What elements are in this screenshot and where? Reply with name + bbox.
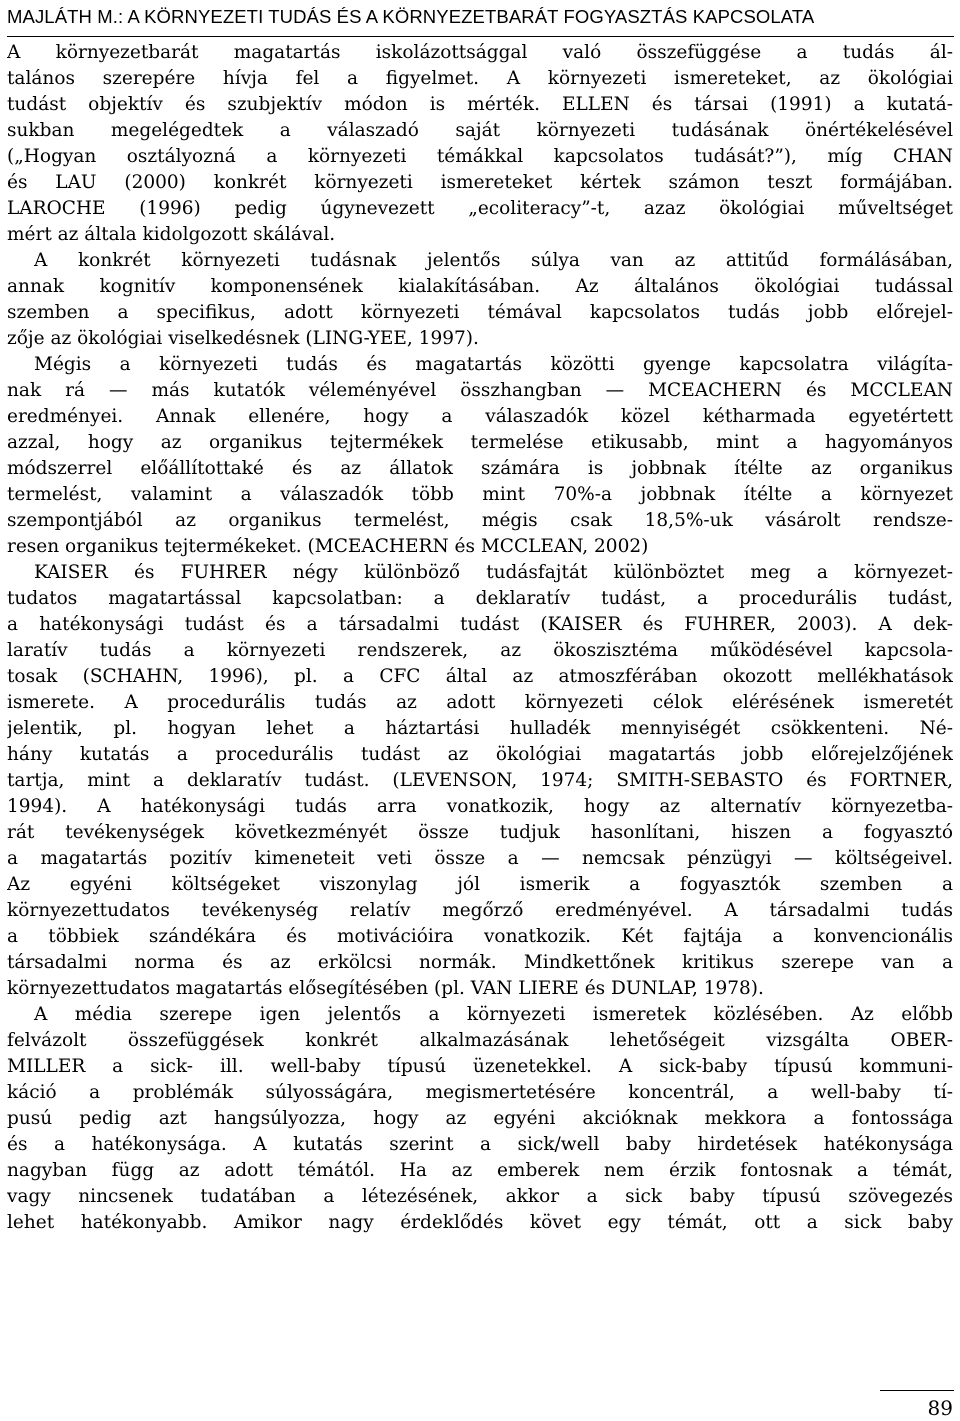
text-line: szemben a specifikus, adott környezeti témával kapcsolatos tudás jobb előrejel-	[7, 302, 953, 323]
text-line: („Hogyan osztályozná a környezeti témákkal kapcsolatos tudását?”), míg CHAN	[7, 146, 953, 167]
text-line: káció a problémák súlyosságára, megismertetésére koncentrál, a well-baby tí-	[7, 1082, 953, 1103]
text-line: nak rá — más kutatók véleményével összhangban — MCEACHERN és MCCLEAN	[7, 380, 953, 401]
text-line: rát tevékenységek következményét össze tudjuk hasonlítani, hiszen a fogyasztó	[7, 822, 953, 843]
text-line: MILLER a sick- ill. well-baby típusú üzenetekkel. A sick-baby típusú kommuni-	[7, 1056, 953, 1077]
text-line: a magatartás pozitív kimeneteit veti össze a — nemcsak pénzügyi — költségeivel.	[7, 848, 953, 869]
body-text	[7, 40, 953, 1236]
text-line: vagy nincsenek tudatában a létezésének, akkor a sick baby típusú szövegezés	[7, 1186, 953, 1207]
text-line: resen organikus tejtermékeket. (MCEACHERN és MCCLEAN, 2002)	[7, 536, 649, 557]
text-line: hány kutatás a procedurális tudást az ökológiai magatartás jobb előrejelzőjének	[7, 744, 953, 765]
text-line: tosak (SCHAHN, 1996), pl. a CFC által az atmoszférában okozott mellékhatások	[7, 666, 953, 687]
running-header: MAJLÁTH M.: A KÖRNYEZETI TUDÁS ÉS A KÖRNYEZETBARÁT FOGYASZTÁS KAPCSOLATA	[7, 6, 815, 27]
text-line: ismerete. A procedurális tudás az adott környezeti célok elérésének ismeretét	[7, 692, 953, 713]
text-line: a hatékonysági tudást és a társadalmi tudást (KAISER és FUHRER, 2003). A dek-	[7, 614, 953, 635]
text-line: a többiek szándékára és motivációira vonatkozik. Két fajtája a konvencionális	[7, 926, 953, 947]
text-line: nagyban függ az adott témától. Ha az emberek nem érzik fontosnak a témát,	[7, 1160, 953, 1181]
text-line: azzal, hogy az organikus tejtermékek termelése etikusabb, mint a hagyományos	[7, 432, 953, 453]
text-line: A környezetbarát magatartás iskolázottsággal való összefüggése a tudás ál-	[7, 42, 953, 63]
text-line: termelést, valamint a válaszadók több mint 70%-a jobbnak ítélte a környezet	[7, 484, 953, 505]
text-line: módszerrel előállítottaké és az állatok számára is jobbnak ítélte az organikus	[7, 458, 953, 479]
text-line: szempontjából az organikus termelést, mégis csak 18,5%-uk vásárolt rendsze-	[7, 510, 953, 531]
text-line: környezettudatos tevékenység relatív megőrző eredményével. A társadalmi tudás	[7, 900, 953, 921]
text-line: mért az általa kidolgozott skálával.	[7, 224, 336, 245]
page-number: 89	[927, 1396, 953, 1420]
text-line: tudást objektív és szubjektív módon is mérték. ELLEN és társai (1991) a kutatá-	[7, 94, 953, 115]
text-line: és LAU (2000) konkrét környezeti ismereteket kértek számon teszt formájában.	[7, 172, 953, 193]
text-line: tudatos magatartással kapcsolatban: a deklaratív tudást, a procedurális tudást,	[7, 588, 953, 609]
text-line: A konkrét környezeti tudásnak jelentős súlya van az attitűd formálásában,	[34, 250, 953, 271]
text-line: eredményei. Annak ellenére, hogy a válaszadók közel kétharmada egyetértett	[7, 406, 953, 427]
text-line: felvázolt összefüggések konkrét alkalmazásának lehetőségeit vizsgálta OBER-	[7, 1030, 953, 1051]
text-line: annak kognitív komponensének kialakításában. Az általános ökológiai tudással	[7, 276, 953, 297]
text-line: Mégis a környezeti tudás és magatartás közötti gyenge kapcsolatra világíta-	[34, 354, 953, 375]
header-rule	[7, 36, 954, 37]
text-line: talános szerepére hívja fel a figyelmet. A környezeti ismereteket, az ökológiai	[7, 68, 953, 89]
text-line: sukban megelégedtek a válaszadó saját környezeti tudásának önértékelésével	[7, 120, 953, 141]
footer-rule	[880, 1390, 954, 1391]
text-line: A média szerepe igen jelentős a környezeti ismeretek közlésében. Az előbb	[34, 1004, 953, 1025]
text-line: lehet hatékonyabb. Amikor nagy érdeklődés követ egy témát, ott a sick baby	[7, 1212, 953, 1233]
text-line: pusú pedig azt hangsúlyozza, hogy az egyéni akcióknak mekkora a fontossága	[7, 1108, 953, 1129]
text-line: laratív tudás a környezeti rendszerek, az ökoszisztéma működésével kapcsola-	[7, 640, 953, 661]
text-line: 1994). A hatékonysági tudás arra vonatkozik, hogy az alternatív környezetba-	[7, 796, 953, 817]
text-line: LAROCHE (1996) pedig úgynevezett „ecoliteracy”-t, azaz ökológiai műveltséget	[7, 198, 953, 219]
text-line: és a hatékonysága. A kutatás szerint a sick/well baby hirdetések hatékonysága	[7, 1134, 953, 1155]
text-line: zője az ökológiai viselkedésnek (LING-YEE, 1997).	[7, 328, 479, 349]
text-line: jelentik, pl. hogyan lehet a háztartási hulladék mennyiségét csökkenteni. Né-	[7, 718, 953, 739]
text-line: környezettudatos magatartás elősegítésében (pl. VAN LIERE és DUNLAP, 1978).	[7, 978, 764, 999]
text-line: KAISER és FUHRER négy különböző tudásfajtát különböztet meg a környezet-	[34, 562, 953, 583]
text-line: tartja, mint a deklaratív tudást. (LEVENSON, 1974; SMITH-SEBASTO és FORTNER,	[7, 770, 953, 791]
text-line: Az egyéni költségeket viszonylag jól ismerik a fogyasztók szemben a	[7, 874, 953, 895]
text-line: társadalmi norma és az erkölcsi normák. Mindkettőnek kritikus szerepe van a	[7, 952, 953, 973]
